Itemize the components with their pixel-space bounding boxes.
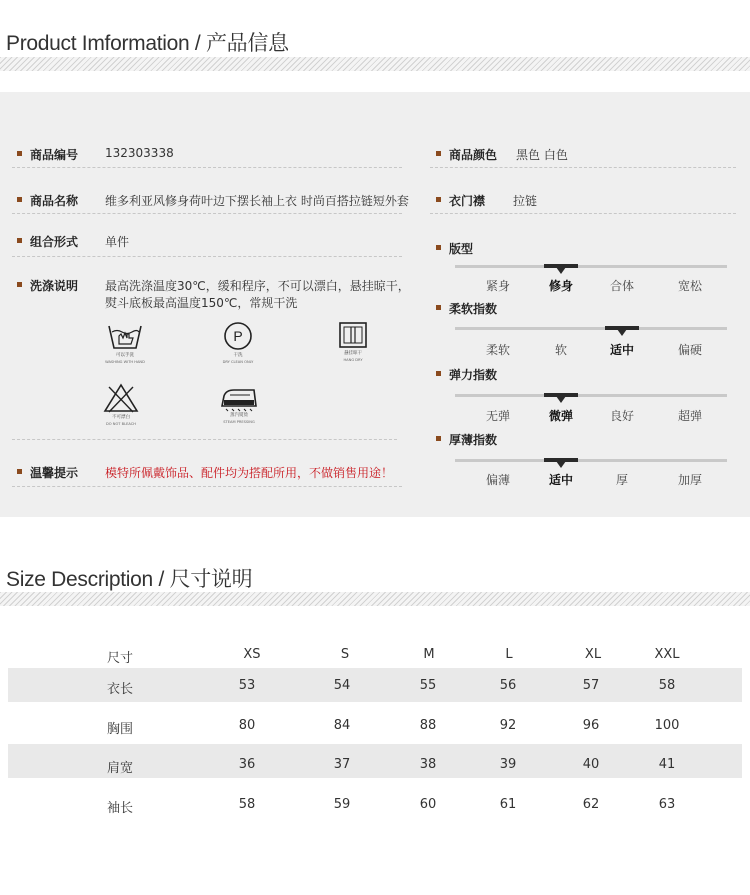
scale-option: 修身 bbox=[548, 279, 573, 293]
scale-option: 超弹 bbox=[677, 409, 702, 423]
row-divider bbox=[12, 256, 402, 257]
bullet-square-icon bbox=[436, 197, 441, 202]
dry-clean-glyph: P bbox=[233, 328, 243, 344]
care-label-cn: 不可漂白 bbox=[111, 414, 130, 420]
table-cell: 58 bbox=[658, 678, 676, 693]
hand-wash-icon bbox=[105, 320, 145, 352]
scale-option: 紧身 bbox=[485, 279, 510, 293]
row-divider bbox=[12, 213, 402, 214]
scale-option: 加厚 bbox=[677, 473, 702, 487]
table-cell: 100 bbox=[654, 718, 680, 733]
bullet-square-icon bbox=[17, 238, 22, 243]
table-cell: 88 bbox=[419, 718, 437, 733]
value-combo-form: 单件 bbox=[105, 235, 130, 249]
value-product-color: 黑色 白色 bbox=[516, 148, 568, 162]
table-row-name: 衣长 bbox=[107, 682, 134, 697]
care-no-bleach bbox=[88, 382, 154, 427]
row-divider bbox=[430, 213, 736, 214]
table-cell: 40 bbox=[582, 757, 600, 772]
label-wash-instructions: 洗涤说明 bbox=[17, 277, 78, 294]
table-header-cell: XXL bbox=[654, 647, 680, 662]
product-info-title: Product Imformation / 产品信息 bbox=[6, 32, 289, 55]
bullet-square-icon bbox=[17, 282, 22, 287]
table-cell: 92 bbox=[499, 718, 517, 733]
steam-iron-icon bbox=[216, 382, 262, 412]
care-label-cn: 悬挂晾干 bbox=[343, 350, 362, 356]
scale-option: 柔软 bbox=[485, 343, 510, 357]
bullet-square-icon bbox=[436, 371, 441, 376]
table-cell: 56 bbox=[499, 678, 517, 693]
table-row-name: 肩宽 bbox=[107, 761, 134, 776]
value-wash-line-2: 熨斗底板最高温度150℃，常规干洗 bbox=[105, 296, 298, 310]
table-cell: 96 bbox=[582, 718, 600, 733]
care-label-en: HANG DRY bbox=[343, 357, 363, 362]
care-label-en: DRY CLEAN ONLY bbox=[222, 359, 254, 364]
scale-track bbox=[455, 459, 727, 462]
row-divider bbox=[430, 167, 736, 168]
table-cell: 62 bbox=[582, 797, 600, 812]
scale-marker-icon bbox=[556, 461, 566, 468]
table-cell: 84 bbox=[333, 718, 351, 733]
scale-option: 厚 bbox=[615, 473, 628, 487]
no-bleach-icon bbox=[101, 382, 141, 414]
table-cell: 58 bbox=[238, 797, 256, 812]
care-label-en: WASHING WITH HAND bbox=[105, 359, 145, 364]
dry-clean-icon bbox=[222, 320, 254, 352]
scale-marker-icon bbox=[556, 267, 566, 274]
table-cell: 59 bbox=[333, 797, 351, 812]
value-wash-line-1: 最高洗涤温度30℃，缓和程序，不可以漂白，悬挂晾干， bbox=[105, 279, 410, 293]
row-divider bbox=[12, 439, 397, 440]
table-row-name: 胸围 bbox=[107, 722, 134, 737]
bullet-square-icon bbox=[17, 151, 22, 156]
section-divider-hatch bbox=[0, 57, 750, 71]
table-cell: 54 bbox=[333, 678, 351, 693]
scale-track bbox=[455, 394, 727, 397]
table-cell: 41 bbox=[658, 757, 676, 772]
value-placket: 拉链 bbox=[513, 194, 538, 208]
table-header-cell: XS bbox=[243, 647, 261, 662]
size-description-title: Size Description / 尺寸说明 bbox=[6, 568, 253, 591]
scale-label: 厚薄指数 bbox=[436, 431, 497, 448]
table-header-cell: 尺寸 bbox=[107, 651, 134, 666]
bullet-square-icon bbox=[436, 305, 441, 310]
label-product-name: 商品名称 bbox=[17, 192, 78, 209]
care-hang-dry bbox=[320, 320, 386, 363]
bullet-square-icon bbox=[436, 245, 441, 250]
scale-label: 柔软指数 bbox=[436, 300, 497, 317]
scale-option: 宽松 bbox=[677, 279, 702, 293]
value-product-code: 132303338 bbox=[105, 146, 174, 160]
care-label-en: STEAM PRESSING bbox=[223, 419, 255, 424]
value-warm-tip: 模特所佩戴饰品、配件均为搭配所用，不做销售用途！ bbox=[105, 466, 394, 480]
care-label-cn: 蒸汽熨烫 bbox=[229, 412, 248, 418]
table-cell: 36 bbox=[238, 757, 256, 772]
table-row-name: 袖长 bbox=[107, 801, 134, 816]
care-label-cn: 可以手洗 bbox=[115, 352, 134, 358]
scale-option: 合体 bbox=[609, 279, 634, 293]
care-label-en: DO NOT BLEACH bbox=[105, 421, 136, 426]
scale-marker-icon bbox=[556, 396, 566, 403]
scale-marker-icon bbox=[617, 329, 627, 336]
label-placket: 衣门襟 bbox=[436, 192, 485, 209]
table-cell: 60 bbox=[419, 797, 437, 812]
care-label-cn: 干洗 bbox=[233, 352, 243, 358]
table-cell: 38 bbox=[419, 757, 437, 772]
table-cell: 55 bbox=[419, 678, 437, 693]
table-cell: 61 bbox=[499, 797, 517, 812]
table-header-cell: XL bbox=[584, 647, 602, 662]
table-cell: 57 bbox=[582, 678, 600, 693]
scale-track bbox=[455, 265, 727, 268]
scale-label: 版型 bbox=[436, 240, 473, 257]
row-divider bbox=[12, 486, 402, 487]
bullet-square-icon bbox=[436, 151, 441, 156]
scale-label: 弹力指数 bbox=[436, 366, 497, 383]
table-cell: 53 bbox=[238, 678, 256, 693]
table-header-cell: L bbox=[505, 647, 513, 662]
scale-option: 无弹 bbox=[485, 409, 510, 423]
scale-option: 偏硬 bbox=[677, 343, 702, 357]
label-product-color: 商品颜色 bbox=[436, 146, 497, 163]
table-header-cell: S bbox=[340, 647, 350, 662]
scale-option: 软 bbox=[554, 343, 567, 357]
table-cell: 80 bbox=[238, 718, 256, 733]
care-dry-clean bbox=[205, 320, 271, 365]
table-cell: 63 bbox=[658, 797, 676, 812]
care-steam-iron bbox=[206, 382, 272, 425]
row-divider bbox=[12, 167, 402, 168]
care-hand-wash bbox=[92, 320, 158, 365]
label-combo-form: 组合形式 bbox=[17, 233, 78, 250]
bullet-square-icon bbox=[436, 436, 441, 441]
hang-dry-icon bbox=[337, 320, 369, 350]
section-divider-hatch bbox=[0, 592, 750, 606]
scale-option: 适中 bbox=[548, 473, 573, 487]
label-product-code: 商品编号 bbox=[17, 146, 78, 163]
table-cell: 37 bbox=[333, 757, 351, 772]
scale-option: 偏薄 bbox=[485, 473, 510, 487]
table-header-cell: M bbox=[423, 647, 435, 662]
scale-option: 微弹 bbox=[548, 409, 573, 423]
scale-option: 良好 bbox=[609, 409, 634, 423]
scale-option: 适中 bbox=[609, 343, 634, 357]
bullet-square-icon bbox=[17, 469, 22, 474]
bullet-square-icon bbox=[17, 197, 22, 202]
table-cell: 39 bbox=[499, 757, 517, 772]
scale-track bbox=[455, 327, 727, 330]
label-warm-tip: 温馨提示 bbox=[17, 464, 78, 481]
value-product-name: 维多利亚风修身荷叶边下摆长袖上衣 时尚百搭拉链短外套 bbox=[105, 194, 409, 208]
